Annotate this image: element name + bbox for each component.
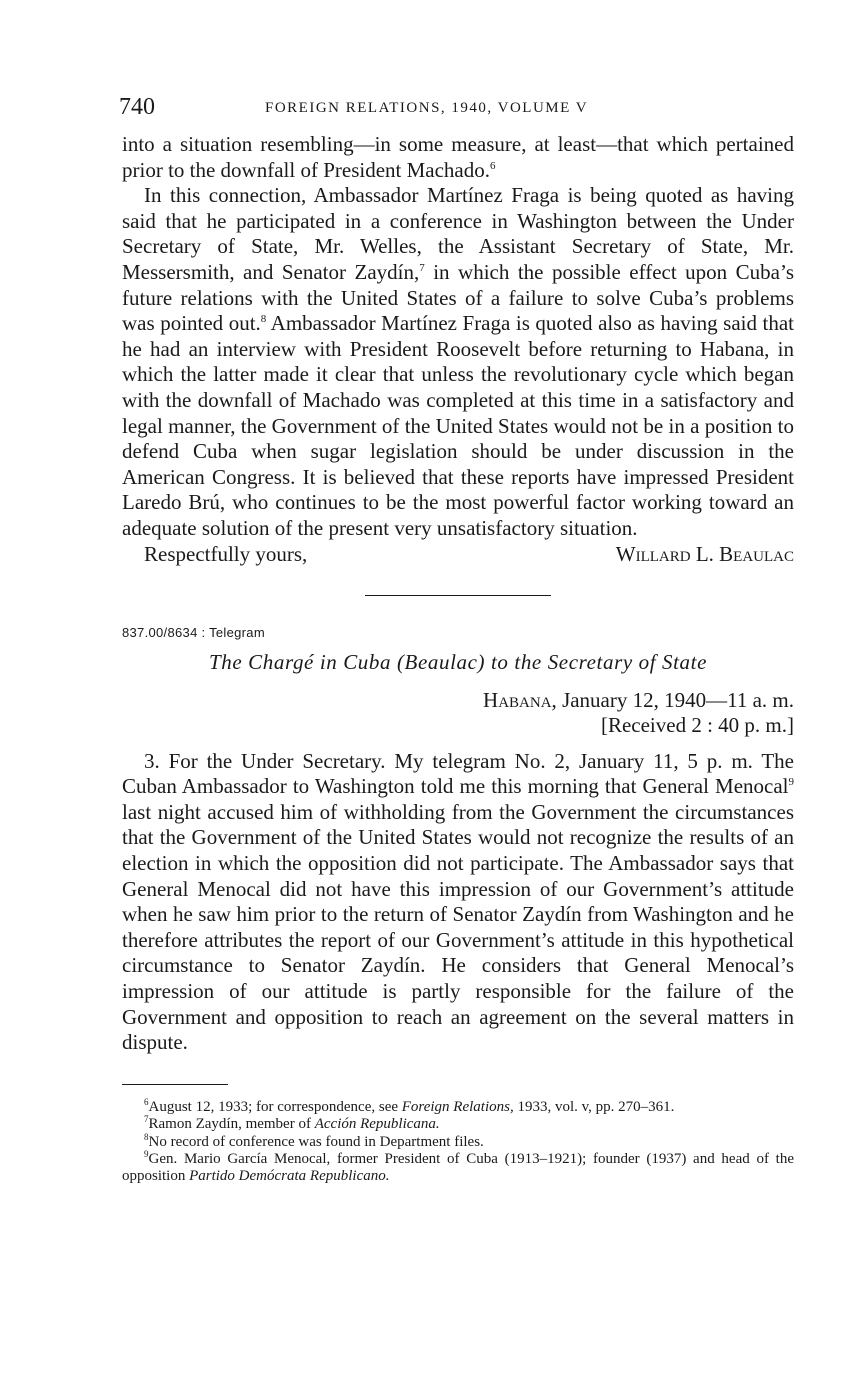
telegram-text-1: 3. For the Under Secretary. My telegram No. 2, January 11, 5 p. m. The Cuban Ambassador to Washington told me this morning that General Menocal (122, 748, 794, 799)
footnote-italic: Acción Republicana. (314, 1116, 440, 1133)
footnote-ref-8[interactable]: 8 (260, 313, 267, 326)
continuation-text: into a situation resembling—in some measure, at least—that which pertained prior to the downfall of President Machado. (122, 132, 794, 182)
file-reference: 837.00/8634 : Telegram (122, 624, 265, 640)
place-name: Habana, (483, 687, 557, 712)
footnote-7 (122, 1116, 794, 1133)
section-divider (365, 595, 551, 596)
running-head: FOREIGN RELATIONS, 1940, VOLUME V (265, 100, 589, 116)
footnote-rule (122, 1084, 228, 1085)
footnote-text: Ramon Zaydín, member of (148, 1116, 315, 1133)
footnote-italic: Partido Demócrata Republicano. (189, 1168, 390, 1185)
signature: Willard L. Beaulac (615, 541, 794, 566)
para2-text-1: In this connection, Ambassador Martínez Fraga is being quoted as having said that he participated in a conference in Washington between the Under Secretary of State, Mr. Welles, the Assistant Secretary of State, Mr. Messersmith, and Senator Zaydín, (122, 183, 794, 284)
footnote-text: Gen. Mario García Menocal, former President of Cuba (1913–1921); founder (1937) and head of the opposition (122, 1151, 794, 1185)
footnotes (122, 1096, 794, 1186)
footnote-marker: 8 (144, 1131, 149, 1142)
closing-text: Respectfully yours, (144, 541, 308, 566)
dateline (122, 688, 794, 739)
page-header (119, 92, 794, 132)
footnote-ref-7[interactable]: 7 (419, 261, 425, 274)
letter-continuation-paragraph (122, 132, 794, 183)
footnote-text: August 12, 1933; for correspondence, see (148, 1098, 402, 1115)
footnote-9 (122, 1151, 794, 1186)
footnote-italic: Foreign Relations, (401, 1098, 514, 1115)
received-time: [Received 2 : 40 p. m.] (600, 713, 794, 738)
para2-text-2: in which the possible effect upon Cuba’s future relations with the United States of a failure to solve Cuba’s problems was pointed out. (122, 259, 794, 336)
footnote-marker: 6 (144, 1096, 149, 1107)
signature-row (122, 542, 794, 568)
footnote-text: No record of conference was found in Department files. (148, 1133, 484, 1150)
telegram-text-2: last night accused him of withholding from the Government the circumstances that the Government of the United States would not recognize the results of an election in which the opposition did not participate. The Ambassador says that General Menocal did not have this impression of our Government’s attitude when he saw him prior to the return of Senator Zaydín from Washington and he therefore attributes the report of our Government’s attitude in this hypothetical circumstance to Senator Zaydín. He considers that General Menocal’s impression of our attitude is partly responsible for the failure of the Government and opposition to reach an agreement on the several matters in dispute. (122, 799, 794, 1055)
footnote-6 (122, 1096, 794, 1116)
footnote-ref-6[interactable]: 6 (490, 159, 496, 172)
page-number: 740 (119, 94, 155, 120)
letter-paragraph-2 (122, 183, 794, 541)
document-title: The Chargé in Cuba (Beaulac) to the Secretary of State (209, 649, 707, 674)
telegram-body (122, 749, 794, 1056)
footnote-marker: 9 (144, 1149, 149, 1160)
place-date (122, 688, 794, 714)
footnote-text: 1933, vol. v, pp. 270–361. (513, 1098, 675, 1115)
para2-text-3: Ambassador Martínez Fraga is quoted also as having said that he had an interview with President Roosevelt before returning to Habana, in which the latter made it clear that unless the revolutionary cycle which began with the downfall of Machado was completed at this time in a satisfactory and legal manner, the Government of the United States would not be in a position to defend Cuba when sugar legislation should be under discussion in the American Congress. It is believed that these reports have impressed President Laredo Brú, who continues to be the most powerful factor working toward an adequate solution of the present very unsatisfactory situation. (122, 311, 794, 540)
date-time: January 12, 1940—11 a. m. (556, 687, 794, 712)
document-page (119, 92, 794, 1186)
footnote-8 (122, 1131, 794, 1151)
footnote-ref-9[interactable]: 9 (788, 776, 794, 789)
footnote-marker: 7 (144, 1114, 149, 1125)
